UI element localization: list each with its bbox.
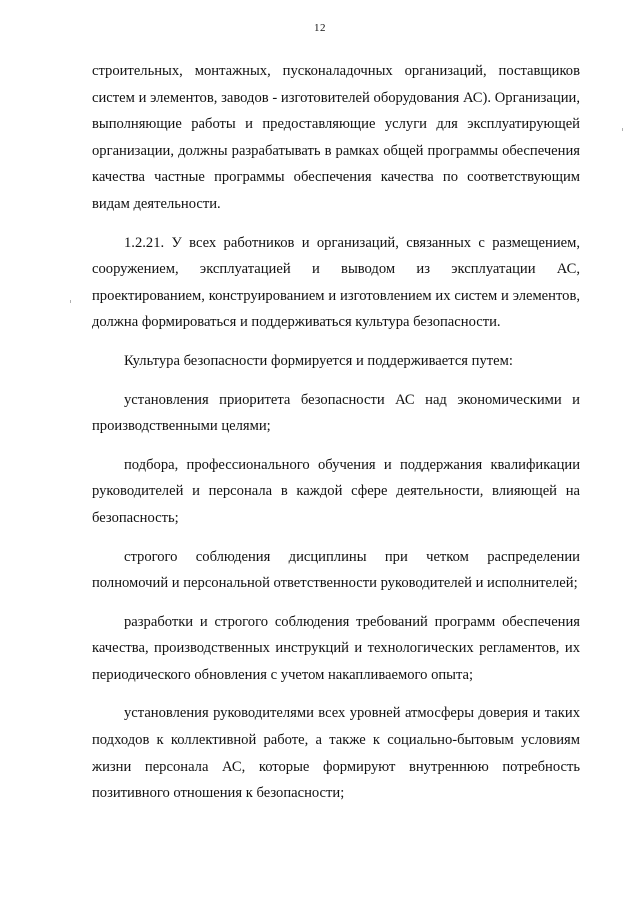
page-number: 12 bbox=[314, 22, 326, 34]
list-item-quality-programs: разработки и строгого соблюдения требований программ обеспечения качества, производственных инструкций и технологических регламентов, их периодического обновления с учетом накапливаемого опыта; bbox=[92, 613, 580, 683]
scan-margin-mark-left bbox=[70, 300, 71, 303]
list-item-training: подбора, профессионального обучения и поддержания квалификации руководителей и персонала в каждой сфере деятельности, влияющей на безопасность; bbox=[92, 456, 580, 526]
paragraph-safety-culture-intro: Культура безопасности формируется и поддерживается путем: bbox=[124, 352, 513, 369]
list-item-trust-atmosphere: установления руководителями всех уровней атмосферы доверия и таких подходов к коллективной работе, а также к социально-бытовым условиям жизни персонала АС, которые формируют внутреннюю потребность позитивного отношения к безопасности; bbox=[92, 705, 580, 802]
list-item-discipline: строгого соблюдения дисциплины при четком распределении полномочий и персональной ответственности руководителей и исполнителей; bbox=[92, 548, 580, 592]
document-body bbox=[92, 58, 580, 819]
list-item-priority: установления приоритета безопасности АС над экономическими и производственными целями; bbox=[92, 391, 580, 435]
paragraph-continuation: строительных, монтажных, пусконаладочных организаций, поставщиков систем и элементов, заводов - изготовителей оборудования АС). Организации, выполняющие работы и предоставляющие услуги для эксплуатирующей организации, должны разрабатывать в рамках общей программы обеспечения качества частные программы обеспечения качества по соответствующим видам деятельности. bbox=[92, 63, 580, 212]
paragraph-clause-1-2-21: 1.2.21. У всех работников и организаций, связанных с размещением, сооружением, эксплуатацией и выводом из эксплуатации АС, проектированием, конструированием и изготовлением их систем и элементов, должна формироваться и поддерживаться культура безопасности. bbox=[92, 234, 580, 331]
scan-margin-mark-right bbox=[622, 128, 623, 131]
